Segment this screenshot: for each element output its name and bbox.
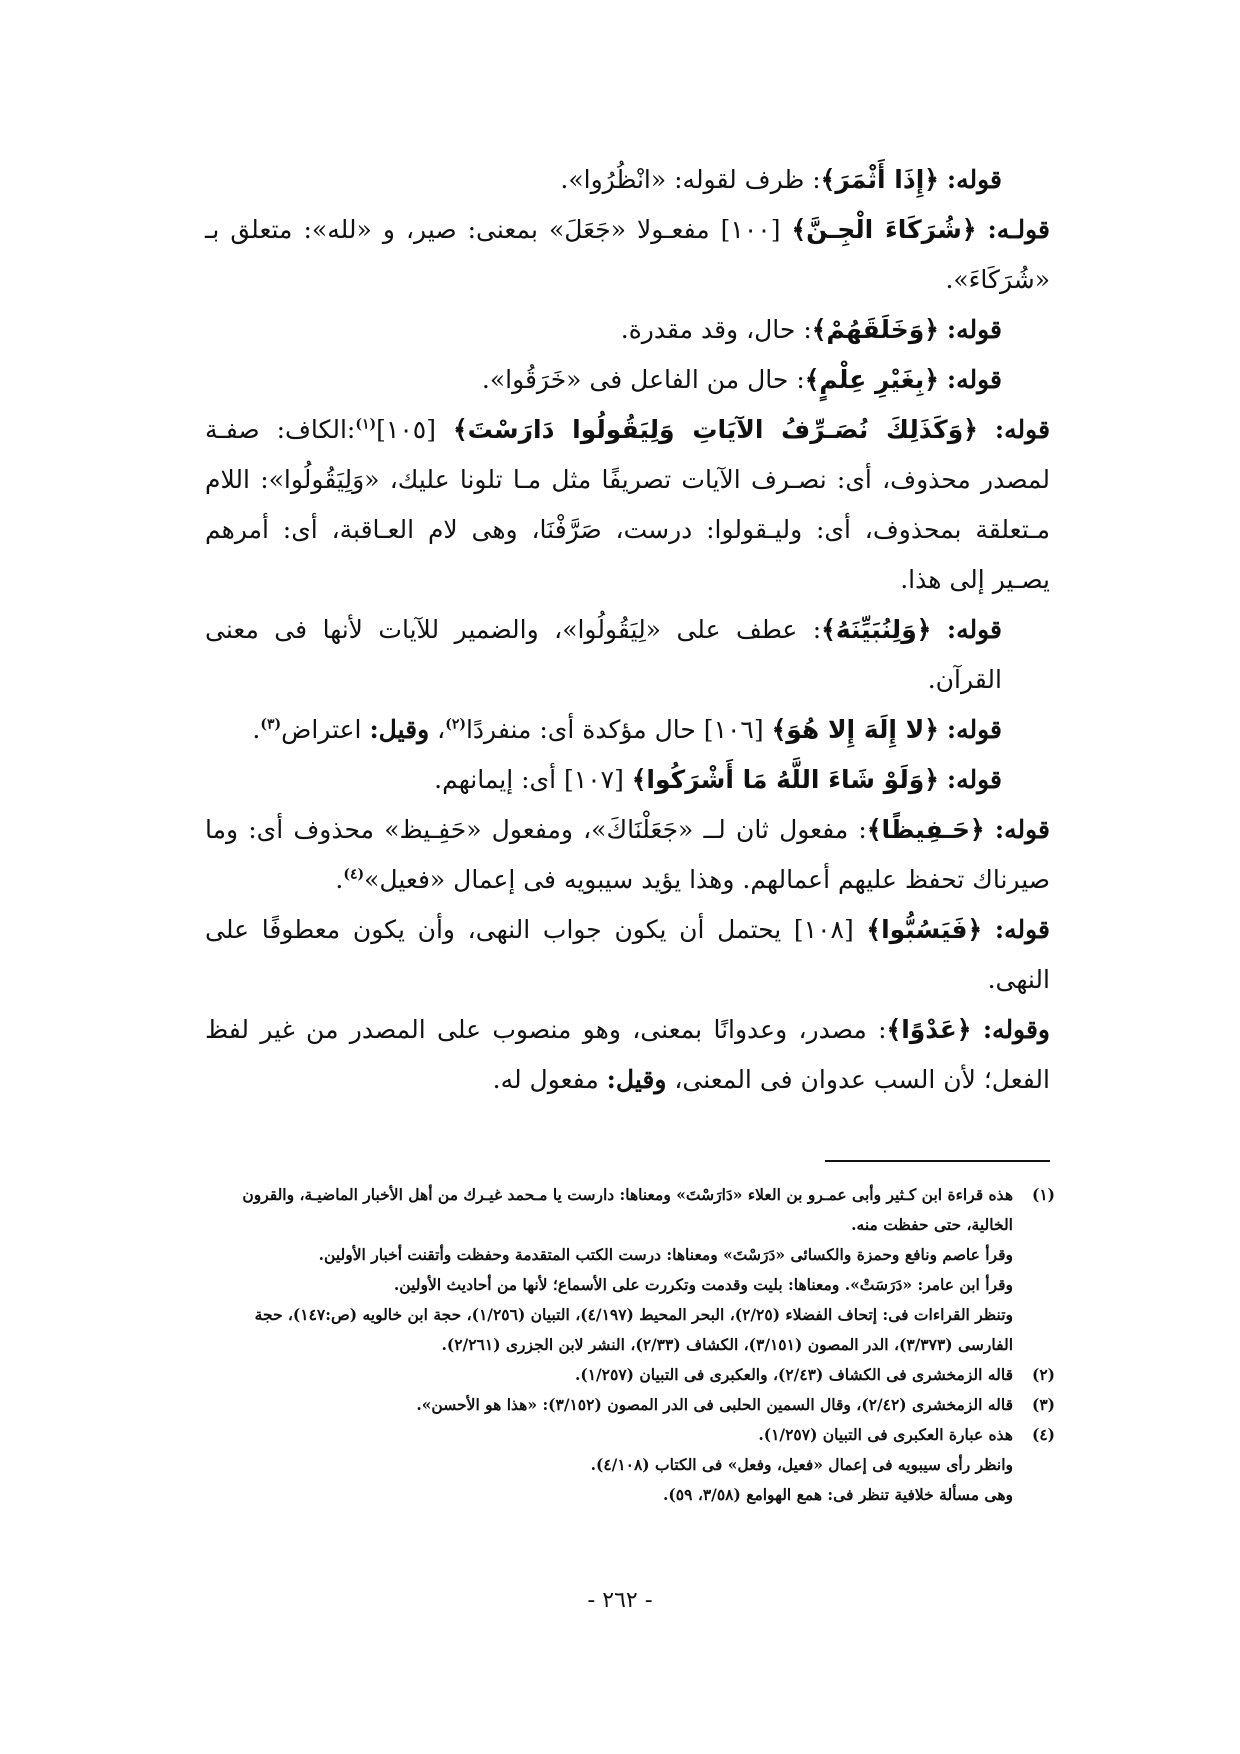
commentary-text: : عطف على «لِيَقُولُوا»، والضمير للآيات لأنها فى معنى القرآن. [205, 615, 1002, 694]
paragraph-3 [205, 305, 1050, 355]
footnote-3 [210, 1390, 1055, 1420]
qawluhu-label: وقوله: [982, 1015, 1050, 1044]
footnote-1 [210, 1180, 1055, 1360]
commentary-text: : مصدر، وعدوانًا بمعنى، وهو منصوب على المصدر من غير لفظ الفعل؛ لأن السب عدوان فى المعنى، [205, 1015, 1050, 1094]
paragraph-2 [205, 205, 1050, 305]
main-text [205, 155, 1050, 1105]
commentary-text: : حال من الفاعل فى «خَرَقُوا». [481, 365, 805, 394]
footnote-number: (٢) [1031, 1365, 1055, 1384]
footnote-ref-4[interactable]: (٤) [343, 866, 365, 883]
commentary-text: :الكاف: صفـة لمصدر محذوف، أى: نصـرف الآيات تصريفًا مثل مـا تلونا عليك، «وَلِيَقُولُوا»: اللام مـتعلقة بمحذوف، أى: وليـقولوا: درست، صَرَّفْنَا، وهى لام العـاقبة، أى: أمرهم يصـير إلى هذا. [205, 415, 1050, 594]
qawluhu-label: قوله: [946, 715, 1002, 744]
commentary-text: [١٠٠] مفعـولا «جَعَلَ» بمعنى: صير، و «لله»: متعلق بـ «شُرَكَاءَ». [205, 215, 1050, 294]
qawluhu-label: قولـه: [987, 215, 1050, 244]
quran-verse: ﴿إِذَا أَثْمَرَ﴾ [820, 165, 939, 194]
commentary-text: مفعول له. [492, 1065, 607, 1094]
end-punctuation: . [252, 715, 261, 744]
commentary-text: [١٠٨] يحتمل أن يكون جواب النهى، وأن يكون معطوفًا على النهى. [205, 915, 1050, 994]
qawluhu-label: قوله: [946, 165, 1002, 194]
footnote-number: (٤) [1031, 1425, 1055, 1444]
quran-verse: ﴿حَـفِيظًا﴾ [866, 815, 985, 844]
quran-verse: ﴿بِغَيْرِ عِلْمٍ﴾ [804, 365, 939, 394]
qila-label: وقيل: [606, 1065, 667, 1094]
quran-verse: ﴿وَلِنُبَيِّنَهُ﴾ [821, 615, 932, 644]
paragraph-7 [205, 705, 1050, 755]
end-punctuation: . [335, 865, 344, 894]
commentary-text: : ظرف لقوله: «انْظُرُوا». [560, 165, 821, 194]
qawluhu-label: قوله: [946, 615, 1002, 644]
footnote-line: قاله الزمخشرى (٢/٤٢)، وقال السمين الحلبى فى الدر المصون (٣/١٥٢): «هذا هو الأحسن». [416, 1395, 1013, 1414]
qawluhu-label: قوله: [994, 415, 1051, 444]
commentary-text: [١٠٧] أى: إيمانهم. [434, 765, 632, 794]
footnote-line: وانظر رأى سيبويه فى إعمال «فعيل، وفعل» فى الكتاب (٤/١٠٨). [590, 1455, 1013, 1474]
quran-verse: ﴿لا إِلَهَ إِلا هُوَ﴾ [771, 715, 939, 744]
commentary-text: اعتراض [281, 715, 370, 744]
verse-number: [١٠٥] [376, 415, 453, 444]
footnote-line: وهى مسألة خلافية تنظر فى: همع الهوامع (٣/٥٨، ٥٩). [663, 1485, 1013, 1504]
footnote-number: (١) [1031, 1185, 1055, 1204]
qawluhu-label: قوله: [946, 765, 1002, 794]
paragraph-4 [205, 355, 1050, 405]
qawluhu-label: قوله: [946, 365, 1002, 394]
footnote-4 [210, 1420, 1055, 1510]
paragraph-9 [205, 805, 1050, 905]
paragraph-10 [205, 905, 1050, 1005]
footnotes [210, 1180, 1055, 1510]
footnote-line: وتنظر القراءات فى: إتحاف الفضلاء (٢/٢٥)، البحر المحيط (٤/١٩٧)، التبيان (١/٢٥٦)، حجة ابن خالويه (ص:١٤٧)، حجة الفارسى (٣/٣٧٣)، الدر المصون (٣/١٥١)، الكشاف (٢/٣٣)، النشر لابن الجزرى (٢/٢٦١). [254, 1305, 1013, 1354]
commentary-text: : مفعول ثان لــ «جَعَلْنَاكَ»، ومفعول «حَفِـيظ» محذوف أى: وما صيرناك تحفظ عليهم أعمالهم. وهذا يؤيد سيبويه فى إعمال «فعيل» [205, 815, 1050, 894]
quran-verse: ﴿فَيَسُبُّوا﴾ [866, 915, 983, 944]
footnote-line: وقرأ ابن عامر: «دَرَسَتْ». ومعناها: بليت وقدمت وتكررت على الأسماع؛ لأنها من أحاديث الأولين. [393, 1275, 1013, 1294]
commentary-text: : حال، وقد مقدرة. [620, 315, 812, 344]
paragraph-5 [205, 405, 1050, 605]
footnote-ref-2[interactable]: (٢) [445, 716, 466, 733]
qawluhu-label: قوله: [946, 315, 1002, 344]
qila-label: وقيل: [369, 715, 430, 744]
separator-text: ، [429, 715, 446, 744]
footnote-number: (٣) [1031, 1395, 1055, 1414]
footnote-ref-1[interactable]: (١) [355, 416, 377, 433]
qawluhu-label: قوله: [994, 915, 1051, 944]
footnote-line: هذه عبارة العكبرى فى التبيان (١/٢٥٧). [758, 1425, 1013, 1444]
qawluhu-label: قوله: [994, 815, 1050, 844]
paragraph-11 [205, 1005, 1050, 1105]
quran-verse: ﴿وَخَلَقَهُمْ﴾ [811, 315, 939, 344]
quran-verse: ﴿شُرَكَاءَ الْجِـنَّ﴾ [791, 215, 977, 244]
quran-verse: ﴿وَلَوْ شَاءَ اللَّهُ مَا أَشْرَكُوا﴾ [631, 765, 939, 794]
quran-verse: ﴿وَكَذَلِكَ نُصَـرِّفُ الآيَاتِ وَلِيَقُولُوا دَارَسْتَ﴾ [452, 415, 978, 444]
footnote-line: وقرأ عاصم ونافع وحمزة والكسائى «دَرَسْتَ» ومعناها: درست الكتب المتقدمة وحفظت وأتقنت أخبار الأولين. [318, 1245, 1013, 1264]
footnote-ref-3[interactable]: (٣) [260, 716, 282, 733]
footnote-divider [825, 1160, 1050, 1162]
footnote-line: هذه قراءة ابن كـثير وأبى عمـرو بن العلاء «دَارَسْتَ» ومعناها: دارست يا مـحمد غيـرك من أهل الأخبار الماضيـة، والقرون الخالية، حتى حفظت منه. [242, 1185, 1013, 1234]
commentary-text: [١٠٦] حال مؤكدة أى: منفردًا [465, 715, 772, 744]
quran-verse: ﴿عَدْوًا﴾ [886, 1015, 972, 1044]
paragraph-1 [205, 155, 1050, 205]
footnote-2 [210, 1360, 1055, 1390]
page-number: - ٢٦٢ - [587, 1588, 653, 1613]
footnote-line: قاله الزمخشرى فى الكشاف (٢/٤٣)، والعكبرى فى التبيان (١/٢٥٧). [574, 1365, 1013, 1384]
paragraph-6 [205, 605, 1050, 705]
paragraph-8 [205, 755, 1050, 805]
